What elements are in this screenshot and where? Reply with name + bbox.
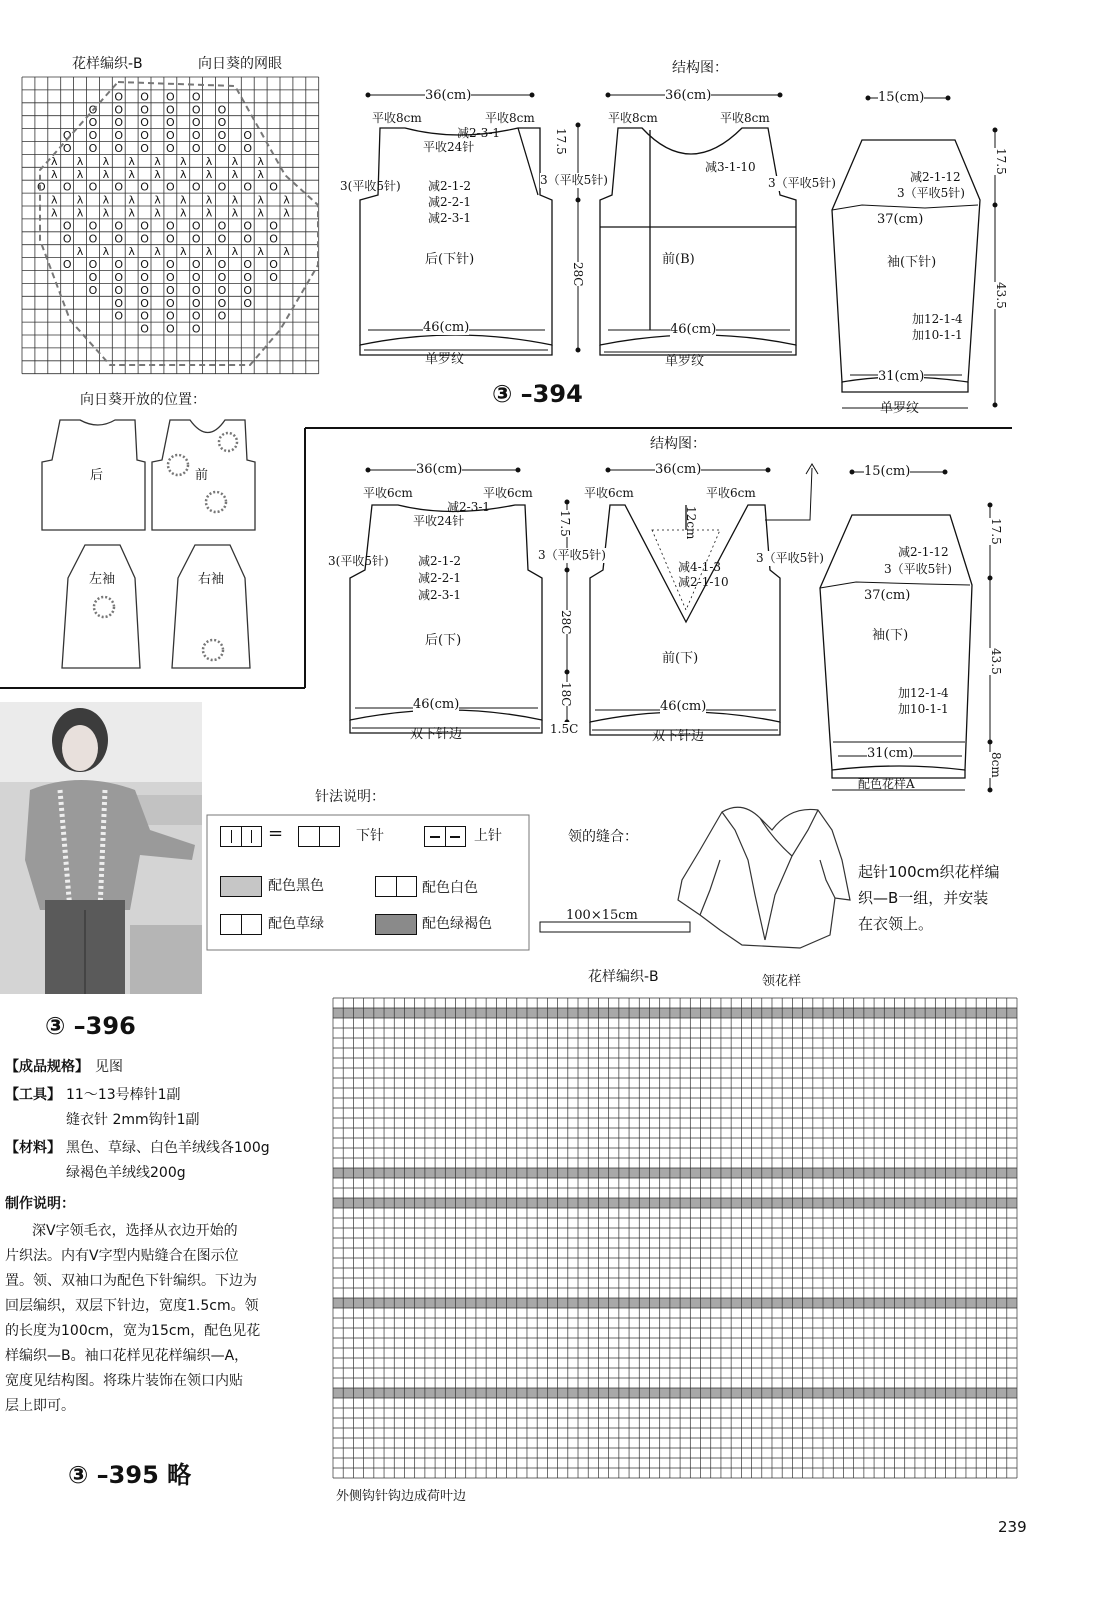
brown-swatch-left: [376, 915, 396, 934]
chart-symbol: O: [166, 309, 175, 323]
d394-back-dec-neck: 减2-3-1: [457, 126, 501, 140]
chart-symbol: λ: [205, 193, 213, 207]
chart-symbol: O: [37, 180, 46, 194]
d396-back-dec-neck: 减2-3-1: [447, 500, 491, 514]
legend-black: 配色黑色: [268, 878, 324, 894]
chart-symbol: O: [166, 296, 175, 310]
d394-sleeve-inc1: 加12-1-4: [912, 312, 963, 326]
d394-back-width-bottom: 46(cm): [423, 320, 470, 335]
collar-size: 100×15cm: [566, 908, 638, 923]
chart-symbol: λ: [179, 245, 187, 259]
tool-val-1: 11～13号棒针1副: [66, 1087, 181, 1103]
chart-symbol: λ: [179, 154, 187, 168]
chart-symbol: O: [243, 270, 253, 284]
chart-symbol: O: [191, 129, 201, 143]
chart-symbol: λ: [231, 193, 239, 207]
chart-symbol: λ: [257, 167, 264, 181]
d396-sleeve-inc1: 加12-1-4: [898, 686, 949, 700]
d396-front-width-top: 36(cm): [655, 462, 702, 477]
chart-symbol: O: [114, 283, 124, 297]
chart-symbol: O: [269, 180, 278, 194]
d394-back-rib: 单罗纹: [425, 352, 465, 367]
chart-symbol: λ: [205, 167, 213, 181]
chart-symbol: O: [191, 270, 201, 284]
chart-symbol: λ: [283, 245, 290, 259]
legend-green: 配色草绿: [268, 916, 324, 932]
chart-symbol: O: [114, 270, 124, 284]
chart-symbol: O: [166, 232, 175, 246]
d396-sleeve-h2: 43.5: [989, 648, 1003, 675]
d394-label: ③ –394: [492, 380, 583, 408]
collar-chart-shaded-cells: [333, 1008, 1017, 1398]
d394-sleeve-h1: 17.5: [994, 148, 1008, 175]
d396-front-dec2: 减2-1-10: [678, 575, 729, 589]
chart-symbol: λ: [257, 245, 264, 259]
chart-symbol: O: [114, 309, 124, 323]
d396-sleeve-width-mid: 37(cm): [864, 588, 911, 603]
chart-symbol: λ: [205, 206, 213, 220]
chart-symbol: O: [114, 141, 124, 155]
d396-side-h3: 18C: [559, 682, 573, 707]
chart-symbol: O: [140, 90, 149, 104]
legend-white: 配色白色: [422, 880, 478, 896]
chart-symbol: λ: [128, 193, 135, 207]
label-left-sleeve: 左袖: [89, 572, 116, 587]
chart-symbol: O: [62, 129, 72, 143]
chart-symbol: λ: [76, 193, 84, 207]
chart-symbol: O: [217, 309, 227, 323]
d394-back-bind-right: 平收8cm: [485, 111, 535, 125]
instruction-line: 回层编织，双层下针边，宽度1.5cm。领: [5, 1298, 259, 1314]
d394-sleeve-inc2: 加10-1-1: [912, 328, 963, 342]
chart-symbol: λ: [179, 206, 187, 220]
page-number: 239: [998, 1518, 1027, 1536]
d396-back-bind24: 平收24针: [413, 514, 465, 528]
chart-symbol: O: [140, 129, 149, 143]
material-val-2: 绿褐色羊绒线200g: [66, 1165, 186, 1181]
knit-symbol-swatch: [220, 826, 262, 847]
d396-front-bind-right: 平收6cm: [706, 486, 756, 500]
chart-symbol: λ: [154, 245, 161, 259]
chart-symbol: O: [166, 141, 175, 155]
chart-symbol: λ: [154, 193, 161, 207]
chart-symbol: O: [243, 180, 253, 194]
chart-symbol: O: [191, 309, 201, 323]
chart-symbol: λ: [283, 206, 290, 220]
chart-symbol: O: [217, 141, 227, 155]
d396-front-name: 前(下): [662, 651, 699, 666]
d394-front-arm-right: 3（平收5针): [768, 176, 836, 190]
chart-symbol: O: [217, 258, 227, 272]
chart-symbol: O: [140, 219, 149, 233]
black-swatch: [220, 876, 262, 897]
d394-front-rib: 单罗纹: [665, 354, 705, 369]
chart-symbol: O: [140, 141, 149, 155]
chart-symbol: O: [114, 258, 124, 272]
chart-symbol: O: [217, 296, 227, 310]
d394-front-width-top: 36(cm): [665, 88, 712, 103]
chart-symbol: λ: [128, 167, 135, 181]
d396-back-width-top: 36(cm): [416, 462, 463, 477]
d396-sleeve-name: 袖(下): [872, 628, 909, 643]
chart-symbol: O: [166, 322, 175, 336]
d396-sleeve-width-bottom: 31(cm): [867, 746, 914, 761]
chart-symbol: O: [191, 180, 201, 194]
chart-symbol: O: [140, 116, 149, 130]
chart-symbol: λ: [50, 206, 58, 220]
flower-position-sketches: [42, 420, 255, 668]
d396-front-bind-left: 平收6cm: [584, 486, 634, 500]
chart-symbol: O: [166, 129, 175, 143]
tool-key: 【工具】: [5, 1087, 61, 1103]
chart-symbol: O: [191, 141, 201, 155]
d394-sleeve-bind: 3（平收5针): [897, 186, 965, 200]
spec-val: 见图: [95, 1059, 123, 1075]
chart-symbol: O: [166, 283, 175, 297]
instruction-line: 深V字领毛衣，选择从衣边开始的: [32, 1223, 238, 1239]
chart-symbol: λ: [76, 245, 84, 259]
chart-symbol: λ: [154, 154, 161, 168]
chart-b2-subtitle: 领花样: [762, 974, 802, 989]
chart-symbol: O: [191, 232, 201, 246]
chart-symbol: O: [243, 129, 253, 143]
chart-symbol: O: [140, 232, 149, 246]
chart-symbol: O: [217, 283, 227, 297]
chart-symbol: O: [166, 116, 175, 130]
chart-symbol: O: [217, 116, 227, 130]
chart-symbol: O: [114, 129, 124, 143]
d396-sleeve-dec: 减2-1-12: [898, 545, 949, 559]
chart-symbol: O: [88, 141, 98, 155]
chart-symbol: λ: [154, 206, 161, 220]
chart-symbol: O: [269, 270, 278, 284]
chart-symbol: O: [62, 141, 72, 155]
brown-swatch-right: [396, 915, 416, 934]
chart-symbol: O: [140, 270, 149, 284]
instruction-line: 置。领、双袖口为配色下针编织。下边为: [5, 1273, 257, 1289]
d396-sleeve-inc2: 加10-1-1: [898, 702, 949, 716]
chart-symbol: O: [166, 258, 175, 272]
chart-symbol: λ: [76, 167, 84, 181]
d396-back-name: 后(下): [425, 633, 462, 648]
d396-side-h2: 28C: [559, 610, 573, 635]
d396-back-bind-right: 平收6cm: [483, 486, 533, 500]
flower-circles: [94, 433, 237, 660]
chart-symbol: O: [166, 180, 175, 194]
chart-symbol: O: [140, 103, 149, 117]
chart-symbol: λ: [102, 154, 110, 168]
collar-chart-grid: [333, 998, 1017, 1478]
d394-sleeve-dec: 减2-1-12: [910, 170, 961, 184]
d394-sleeve-name: 袖(下针): [887, 255, 937, 270]
d394-front-dec: 减3-1-10: [705, 160, 756, 174]
chart-symbol: λ: [231, 154, 239, 168]
black-swatch-right: [241, 877, 261, 896]
chart-symbol: λ: [231, 245, 239, 259]
d394-back-dec2: 减2-2-1: [428, 195, 472, 209]
model-photo: [0, 702, 202, 994]
chart-symbol: O: [140, 258, 149, 272]
equals-sign: =: [268, 823, 284, 844]
chart-symbol: λ: [102, 167, 110, 181]
green-swatch: [220, 914, 262, 935]
d394-sleeve-width-top: 15(cm): [878, 90, 925, 105]
chart-symbol: O: [243, 232, 253, 246]
chart-symbol: O: [140, 322, 149, 336]
d396-sleeve-width-top: 15(cm): [864, 464, 911, 479]
chart-symbol: O: [191, 116, 201, 130]
collar-band: [540, 922, 690, 932]
chart-symbol: O: [62, 232, 72, 246]
chart-symbol: λ: [179, 193, 187, 207]
chart-symbol: O: [191, 296, 201, 310]
chart-symbol: O: [88, 129, 98, 143]
d394-sleeve-h2: 43.5: [994, 282, 1008, 309]
purl-symbol-swatch: [424, 826, 466, 847]
chart-symbol: O: [217, 270, 227, 284]
chart-symbol: λ: [76, 206, 84, 220]
d394-back-bind-left: 平收8cm: [372, 111, 422, 125]
chart-symbol: O: [166, 103, 175, 117]
knit-blank-swatch: [298, 826, 340, 847]
chart-symbol: λ: [283, 193, 290, 207]
d396-back-width-bottom: 46(cm): [413, 697, 460, 712]
d396-front-arm-left: 3（平收5针): [538, 548, 606, 562]
d396-front-arm-right: 3（平收5针): [756, 551, 824, 565]
legend-title: 针法说明：: [315, 789, 385, 805]
d394-front-width-bottom: 46(cm): [670, 322, 717, 337]
d394-back-arm-bind: 3(平收5针): [340, 179, 401, 193]
chart-b2-footer: 外侧钩针钩边成荷叶边: [336, 1489, 467, 1504]
chart-symbol: O: [166, 270, 175, 284]
chart-symbol: λ: [128, 154, 135, 168]
chart-symbol: O: [269, 232, 278, 246]
chart-symbol: O: [191, 103, 201, 117]
d396-sleeve-h1: 17.5: [989, 518, 1003, 545]
d394-front-name: 前(B): [662, 252, 695, 267]
instructions-title: 制作说明：: [5, 1196, 75, 1212]
collar-title: 领的缝合：: [568, 829, 638, 845]
chart-b1-subtitle: 向日葵的网眼: [198, 56, 282, 72]
d394-back-dec3: 减2-3-1: [428, 211, 472, 225]
d396-title: 结构图：: [650, 436, 706, 452]
chart-symbol: O: [140, 283, 149, 297]
chart-symbol: O: [88, 232, 98, 246]
p396-label: ③ –396: [45, 1012, 136, 1040]
chart-symbol: O: [243, 283, 253, 297]
instruction-line: 样编织—B。袖口花样见花样编织—A，: [5, 1348, 249, 1364]
chart-symbol: O: [62, 258, 72, 272]
chart-symbol: O: [269, 219, 278, 233]
d396-back-dec2: 减2-2-1: [418, 571, 462, 585]
chart-symbol: O: [88, 270, 98, 284]
d394-back-width-top: 36(cm): [425, 88, 472, 103]
collar-sketch: [678, 807, 850, 948]
d396-back-arm-bind: 3(平收5针): [328, 554, 389, 568]
instruction-line: 层上即可。: [5, 1398, 75, 1414]
chart-symbol: O: [140, 309, 149, 323]
chart-symbol: O: [114, 219, 124, 233]
d394-sleeve-rib: 单罗纹: [880, 401, 920, 416]
chart-symbol: λ: [154, 167, 161, 181]
chart-symbol: O: [191, 258, 201, 272]
chart-symbol: O: [88, 283, 98, 297]
chart-symbol: O: [269, 258, 278, 272]
d396-side-h4: 1.5C: [550, 722, 579, 736]
d394-back-bind24: 平收24针: [423, 140, 475, 154]
legend-knit: 下针: [356, 828, 384, 844]
chart-symbol: O: [114, 90, 124, 104]
chart-symbol: O: [114, 296, 124, 310]
d396-front-v-height: 12cm: [684, 506, 698, 540]
chart-symbol: λ: [205, 154, 213, 168]
chart-symbol: O: [62, 219, 72, 233]
legend-brown: 配色绿褐色: [422, 916, 492, 932]
d396-back-hem: 双下针边: [410, 727, 463, 742]
chart-symbol: λ: [50, 167, 58, 181]
chart-symbol: O: [88, 258, 98, 272]
d396-sleeve-cuff: 配色花样A: [858, 777, 915, 791]
d394-front-arm-left: 3（平收5针): [540, 173, 608, 187]
d394-side-h1: 17.5: [554, 128, 568, 155]
chart-symbol: λ: [76, 154, 84, 168]
chart-symbol: λ: [257, 206, 264, 220]
chart-symbol: O: [88, 219, 98, 233]
chart-symbol: λ: [231, 206, 239, 220]
collar-note-2: 织—B一组，并安装: [858, 889, 989, 907]
chart-symbol: λ: [179, 167, 187, 181]
label-right-sleeve: 右袖: [198, 572, 225, 587]
d396-sleeve-bind: 3（平收5针): [884, 562, 952, 576]
chart-symbol: λ: [50, 193, 58, 207]
d394-title: 结构图：: [672, 60, 728, 76]
chart-symbol: O: [191, 322, 201, 336]
chart-symbol: O: [217, 232, 227, 246]
d396-front-width-bottom: 46(cm): [660, 699, 707, 714]
chart-symbol: O: [88, 116, 98, 130]
spec-key: 【成品规格】: [5, 1059, 89, 1075]
d394-sleeve-width-bottom: 31(cm): [878, 369, 925, 384]
d396-sleeve-h3: 8cm: [989, 752, 1003, 778]
chart-symbol: λ: [257, 193, 264, 207]
label-front: 前: [195, 468, 209, 483]
d394-back-name: 后(下针): [425, 252, 475, 267]
d394-front-bind-left: 平收8cm: [608, 111, 658, 125]
label-back: 后: [90, 468, 104, 483]
p395-label: ③ –395 略: [68, 1461, 192, 1489]
chart-symbol: λ: [102, 245, 110, 259]
legend-purl: 上针: [474, 828, 502, 844]
chart-symbol: O: [217, 219, 227, 233]
chart-symbol: λ: [102, 193, 110, 207]
d394-sleeve-width-mid: 37(cm): [877, 212, 924, 227]
chart-symbol: O: [217, 129, 227, 143]
d396-back-bind-left: 平收6cm: [363, 486, 413, 500]
tool-val-2: 缝衣针 2mm钩针1副: [66, 1112, 200, 1128]
d394-back-dec1: 减2-1-2: [428, 179, 472, 193]
chart-symbol: λ: [50, 154, 58, 168]
d396-front-hem: 双下针边: [652, 729, 705, 744]
chart-symbol: O: [88, 180, 98, 194]
chart-symbol: O: [88, 103, 98, 117]
brown-swatch: [375, 914, 417, 935]
d396-back-dec3: 减2-3-1: [418, 588, 462, 602]
chart-symbol: O: [243, 296, 253, 310]
chart-symbol: O: [191, 90, 201, 104]
chart-symbol: λ: [257, 154, 264, 168]
chart-symbol: O: [114, 116, 124, 130]
chart-symbol: O: [166, 90, 175, 104]
d396-front-dec1: 减4-1-3: [678, 560, 722, 574]
instruction-line: 片织法。内有V字型内贴缝合在图示位: [5, 1248, 239, 1264]
chart-symbol: O: [217, 103, 227, 117]
chart-symbol: λ: [231, 167, 239, 181]
chart-symbol: O: [140, 180, 149, 194]
collar-note-1: 起针100cm织花样编: [858, 863, 1000, 881]
chart-b2-title: 花样编织-B: [588, 969, 659, 985]
material-val-1: 黑色、草绿、白色羊绒线各100g: [66, 1140, 270, 1156]
chart-symbol: O: [191, 219, 201, 233]
flower-position-title: 向日葵开放的位置：: [80, 392, 206, 408]
chart-symbol: O: [243, 219, 253, 233]
instruction-line: 的长度为100cm，宽为15cm，配色见花: [5, 1323, 261, 1339]
chart-symbol: O: [217, 180, 227, 194]
d394-front-bind-right: 平收8cm: [720, 111, 770, 125]
chart-symbol: O: [243, 141, 253, 155]
white-swatch: [375, 876, 417, 897]
collar-note-3: 在衣领上。: [858, 915, 934, 933]
chart-symbol: O: [191, 283, 201, 297]
black-swatch-left: [221, 877, 241, 896]
d394-side-h2: 28C: [571, 262, 585, 287]
chart-symbol: O: [166, 219, 175, 233]
d396-side-h1: 17.5: [558, 510, 572, 537]
chart-symbol: O: [62, 180, 72, 194]
chart-symbol: λ: [128, 206, 135, 220]
chart-symbol: λ: [128, 245, 135, 259]
chart-symbol: O: [243, 258, 253, 272]
chart-symbol: O: [114, 103, 124, 117]
chart-symbol: O: [114, 180, 124, 194]
chart-symbol: O: [140, 296, 149, 310]
material-key: 【材料】: [5, 1140, 61, 1156]
chart-b1-title: 花样编织-B: [72, 56, 143, 72]
d396-back-dec1: 减2-1-2: [418, 554, 462, 568]
chart-symbol: O: [114, 232, 124, 246]
instruction-line: 宽度见结构图。将珠片装饰在领口内贴: [5, 1373, 243, 1389]
chart-symbol: λ: [102, 206, 110, 220]
chart-symbol: λ: [205, 245, 213, 259]
